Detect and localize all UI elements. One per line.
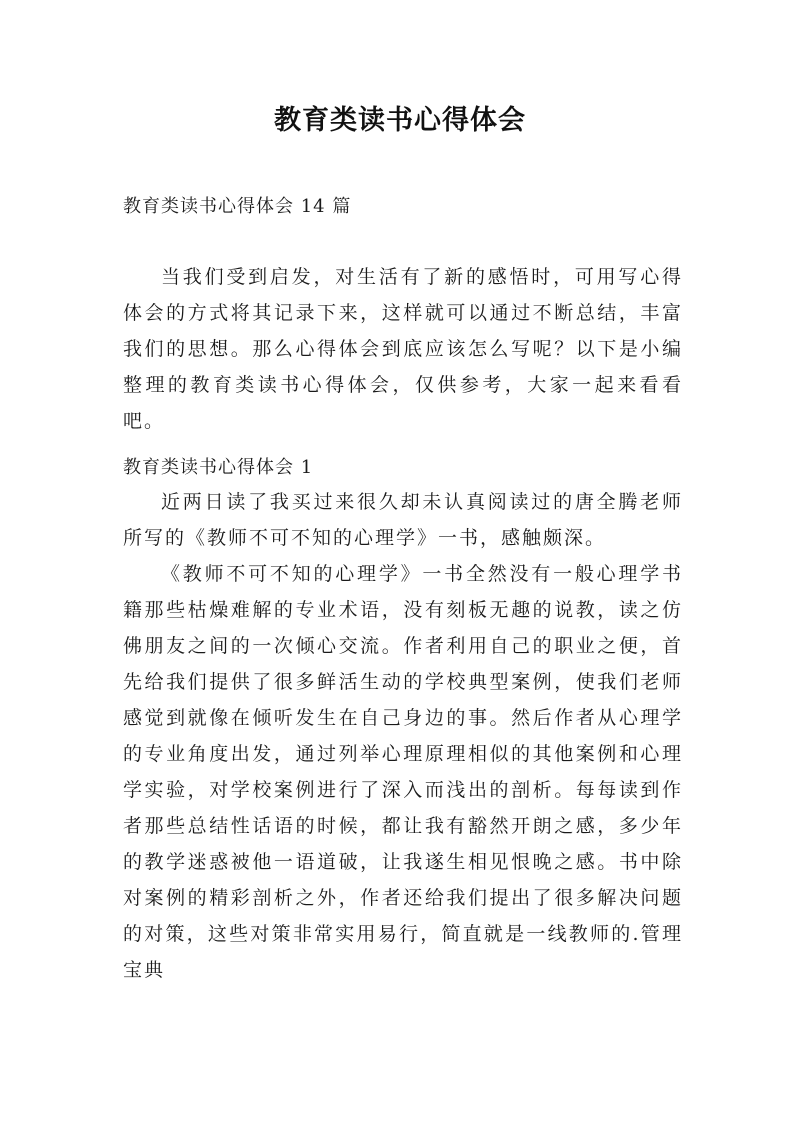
- section-paragraph: 《教师不可不知的心理学》一书全然没有一般心理学书籍那些枯燥难解的专业术语，没有刻板无趣的说教，读之仿佛朋友之间的一次倾心交流。作者利用自己的职业之便，首先给我们提供了很多鲜活生动的学校典型案例，使我们老师感觉到就像在倾听发生在自己身边的事。然后作者从心理学的专业角度出发，通过列举心理原理相似的其他案例和心理学实验，对学校案例进行了深入而浅出的剖析。每每读到作者那些总结性话语的时候，都让我有豁然开朗之感，多少年的教学迷惑被他一语道破，让我遂生相见恨晚之感。书中除对案例的精彩剖析之外，作者还给我们提出了很多解决问题的对策，这些对策非常实用易行，简直就是一线教师的.管理宝典: [123, 563, 683, 981]
- intro-paragraph: 当我们受到启发，对生活有了新的感悟时，可用写心得体会的方式将其记录下来，这样就可以通过不断总结，丰富我们的思想。那么心得体会到底应该怎么写呢？以下是小编整理的教育类读书心得体会，仅供参考，大家一起来看看吧。: [123, 266, 683, 432]
- document-subtitle: 教育类读书心得体会 14 篇: [123, 196, 352, 217]
- section-heading: 教育类读书心得体会 1: [123, 457, 314, 478]
- document-title: 教育类读书心得体会: [274, 105, 526, 136]
- section-paragraph: 近两日读了我买过来很久却未认真阅读过的唐全腾老师所写的《教师不可不知的心理学》一书，感触颇深。: [123, 491, 683, 549]
